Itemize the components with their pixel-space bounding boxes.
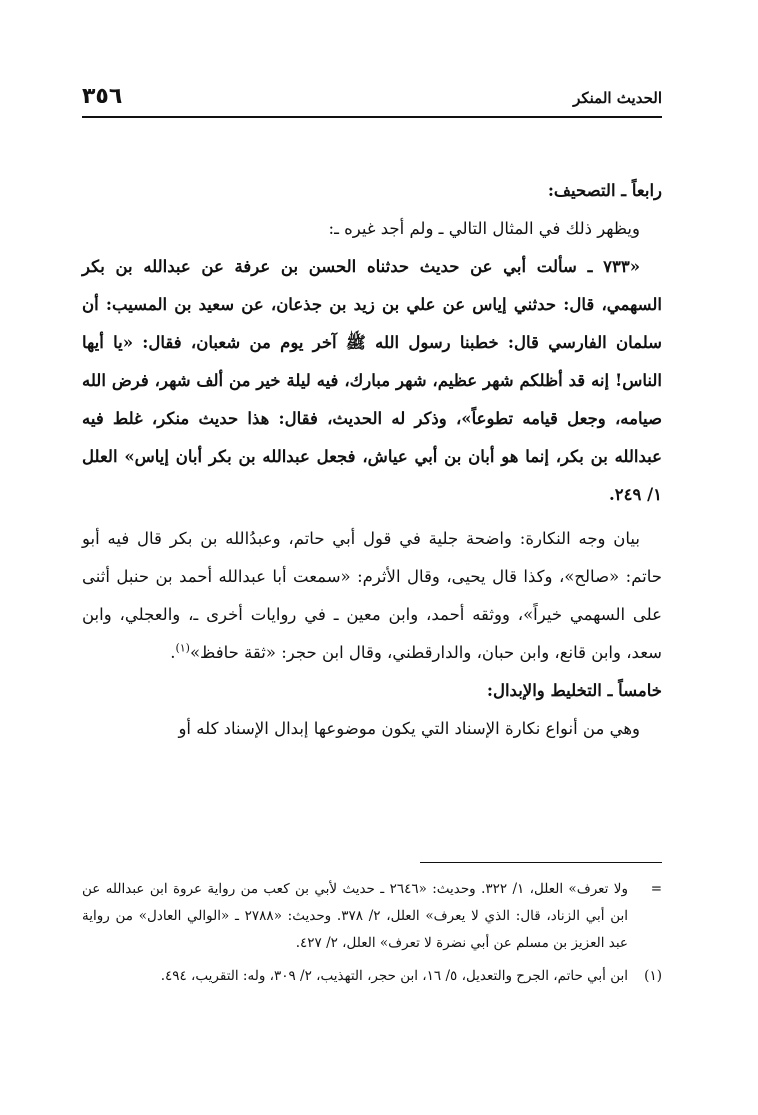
footnote-marker: (١) xyxy=(644,968,662,984)
closing-paragraph: وهي من أنواع نكارة الإسناد التي يكون موضوعها إبدال الإسناد كله أو xyxy=(178,719,640,738)
intro-paragraph: ويظهر ذلك في المثال التالي ـ ولم أجد غيره ـ: xyxy=(328,219,640,238)
main-text xyxy=(82,172,662,748)
footnote-1 xyxy=(82,963,662,990)
page-header xyxy=(82,80,662,112)
section-heading-fourth: رابعاً ـ التصحيف: xyxy=(547,181,662,200)
footnote-divider xyxy=(420,862,662,863)
explanation-text: بيان وجه النكارة: واضحة جلية في قول أبي حاتم، وعبدُالله بن بكر قال فيه أبو حاتم: «صالح»، وكذا قال يحيى، وقال الأثرم: «سمعت أبا عبدالله أحمد بن حنبل أثنى على السهمي خيراً»، ووثقه أحمد، وابن معين ـ في روايات أخرى ـ، والعجلي، وابن سعد، وابن قانع، وابن حبان، والدارقطني، وقال ابن حجر: «ثقة حافظ» xyxy=(82,529,662,662)
hadith-quote: «٧٣٣ ـ سألت أبي عن حديث حدثناه الحسن بن عرفة عن عبدالله بن بكر السهمي، قال: حدثني إياس عن علي بن زيد بن جذعان، عن سعيد بن المسيب: أن سلمان الفارسي قال: خطبنا رسول الله ﷺ آخر يوم من شعبان، فقال: «يا أيها الناس! إنه قد أظلكم شهر عظيم، شهر مبارك، فيه ليلة خير من ألف شهر، فرض الله صيامه، وجعل قيامه تطوعاً»، وذكر له الحديث، فقال: هذا حديث منكر، غلط فيه عبدالله بن بكر، إنما هو أبان بن أبي عياش، فجعل عبدالله بن بكر أبان إياس» العلل ١/ ٢٤٩. xyxy=(82,257,662,504)
footnote-reference: (١) xyxy=(175,641,190,655)
footnote-text: ابن أبي حاتم، الجرح والتعديل، ٥/ ١٦، ابن حجر، التهذيب، ٢/ ٣٠٩، وله: التقريب، ٤٩٤. xyxy=(160,968,628,984)
footnotes xyxy=(82,876,662,996)
page-number: ٣٥٦ xyxy=(82,84,123,109)
section-heading-fifth: خامساً ـ التخليط والإبدال: xyxy=(486,681,662,700)
explanation-paragraph: بيان وجه النكارة: واضحة جلية في قول أبي حاتم، وعبدُالله بن بكر قال فيه أبو حاتم: «صالح»، وكذا قال يحيى، وقال الأثرم: «سمعت أبا عبدالله أحمد بن حنبل أثنى على السهمي خيراً»، ووثقه أحمد، وابن معين ـ في روايات أخرى ـ، والعجلي، وابن سعد، وابن قانع، وابن حبان، والدارقطني، وقال ابن حجر: «ثقة حافظ»$^{(١)}$. xyxy=(82,529,662,662)
running-title: الحديث المنكر xyxy=(573,89,662,107)
book-page xyxy=(82,80,662,1030)
footnote-continued xyxy=(82,876,662,957)
footnote-text: ولا تعرف» العلل، ١/ ٣٢٢. وحديث: «٢٦٤٦ ـ حديث لأبي بن كعب من رواية عروة ابن عبدالله عن ابن أبي الزناد، قال: الذي لا يعرف» العلل، ٢/ ٣٧٨. وحديث: «٢٧٨٨ ـ «الوالي العادل» من رواية عبد العزيز بن مسلم عن أبي نضرة لا تعرف» العلل، ٢/ ٤٢٧. xyxy=(82,881,628,951)
footnote-marker: = xyxy=(650,881,662,897)
header-divider xyxy=(82,116,662,118)
